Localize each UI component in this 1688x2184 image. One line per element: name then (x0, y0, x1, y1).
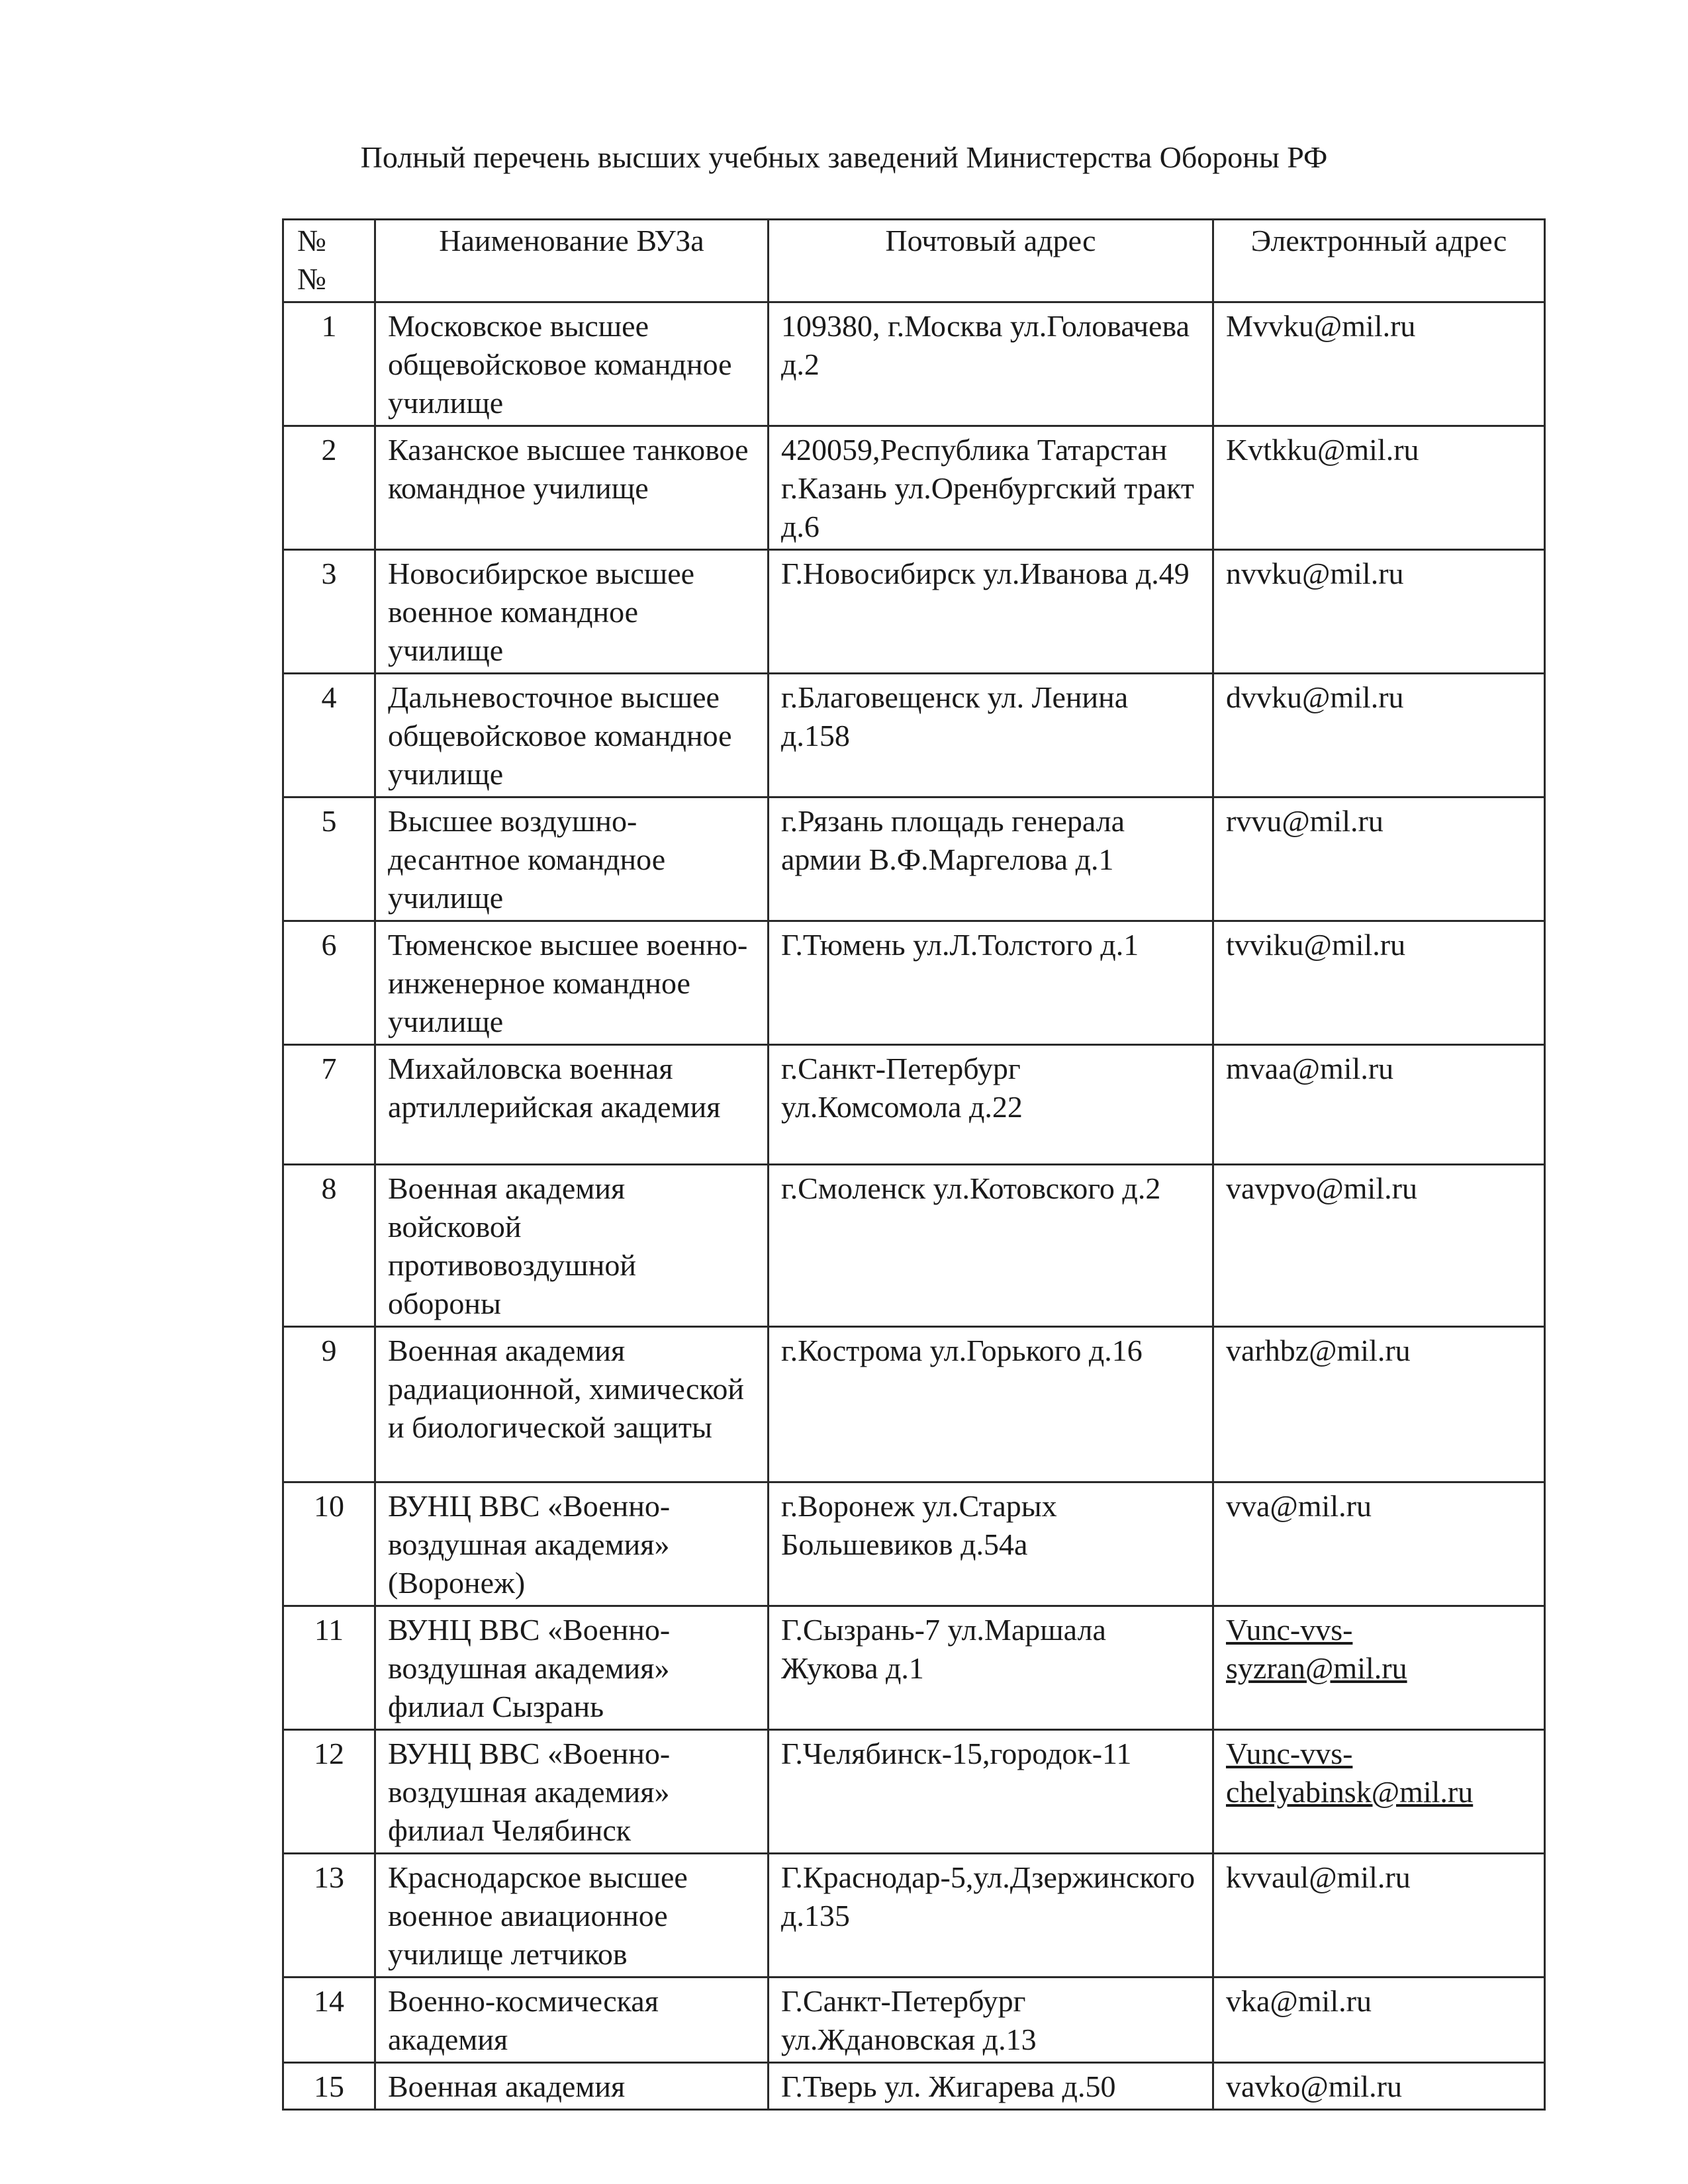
row-email: rvvu@mil.ru (1213, 797, 1545, 921)
row-email: nvvku@mil.ru (1213, 550, 1545, 674)
row-name: Военная академия радиационной, химической и биологической защиты (375, 1327, 769, 1482)
header-email: Электронный адрес (1213, 220, 1545, 302)
row-name: ВУНЦ ВВС «Военно-воздушная академия» (Воронеж) (375, 1482, 769, 1606)
row-email: tvviku@mil.ru (1213, 921, 1545, 1045)
table-row (283, 550, 1545, 674)
table-row (283, 426, 1545, 550)
row-name: Казанское высшее танковое командное училище (375, 426, 769, 550)
row-address: Г.Новосибирск ул.Иванова д.49 (769, 550, 1213, 674)
row-number: 4 (283, 674, 375, 797)
row-address: г.Санкт-Петербург ул.Комсомола д.22 (769, 1045, 1213, 1165)
table-row (283, 1045, 1545, 1165)
row-address: г.Благовещенск ул. Ленина д.158 (769, 674, 1213, 797)
row-number: 12 (283, 1730, 375, 1854)
header-name: Наименование ВУЗа (375, 220, 769, 302)
universities-table (282, 218, 1546, 2111)
row-address: Г.Тверь ул. Жигарева д.50 (769, 2063, 1213, 2110)
row-name: Высшее воздушно-десантное командное училище (375, 797, 769, 921)
row-address: г.Воронеж ул.Старых Большевиков д.54а (769, 1482, 1213, 1606)
row-address: Г.Краснодар-5,ул.Дзержинского д.135 (769, 1854, 1213, 1978)
row-name: Военная академия (375, 2063, 769, 2110)
row-number: 5 (283, 797, 375, 921)
row-number: 15 (283, 2063, 375, 2110)
table-row (283, 1854, 1545, 1978)
row-number: 2 (283, 426, 375, 550)
row-address: Г.Тюмень ул.Л.Толстого д.1 (769, 921, 1213, 1045)
row-email: vva@mil.ru (1213, 1482, 1545, 1606)
page-title: Полный перечень высших учебных заведений Министерства Обороны РФ (360, 140, 1328, 174)
row-number: 10 (283, 1482, 375, 1606)
row-number: 9 (283, 1327, 375, 1482)
row-number: 3 (283, 550, 375, 674)
table-row (283, 2063, 1545, 2110)
table-row (283, 921, 1545, 1045)
table-row (283, 1482, 1545, 1606)
table-row (283, 1327, 1545, 1482)
row-address: г.Смоленск ул.Котовского д.2 (769, 1165, 1213, 1327)
row-address: Г.Сызрань-7 ул.Маршала Жукова д.1 (769, 1606, 1213, 1730)
row-address: Г.Челябинск-15,городок-11 (769, 1730, 1213, 1854)
row-name: Новосибирское высшее военное командное училище (375, 550, 769, 674)
row-number: 13 (283, 1854, 375, 1978)
row-email: kvvaul@mil.ru (1213, 1854, 1545, 1978)
row-name: Московское высшее общевойсковое командное училище (375, 302, 769, 426)
table-row (283, 1978, 1545, 2063)
table-row (283, 302, 1545, 426)
table-header-row (283, 220, 1545, 302)
row-address: г.Кострома ул.Горького д.16 (769, 1327, 1213, 1482)
row-email: Mvvku@mil.ru (1213, 302, 1545, 426)
row-email: varhbz@mil.ru (1213, 1327, 1545, 1482)
row-number: 8 (283, 1165, 375, 1327)
table-row (283, 1165, 1545, 1327)
table-row (283, 674, 1545, 797)
row-address: 109380, г.Москва ул.Головачева д.2 (769, 302, 1213, 426)
row-address: 420059,Республика Татарстан г.Казань ул.Оренбургский тракт д.6 (769, 426, 1213, 550)
email-link[interactable]: Vunc-vvs-chelyabinsk@mil.ru (1226, 1737, 1474, 1809)
row-email: dvvku@mil.ru (1213, 674, 1545, 797)
row-email: Kvtkku@mil.ru (1213, 426, 1545, 550)
row-number: 7 (283, 1045, 375, 1165)
row-email (1213, 1730, 1545, 1854)
row-email: vka@mil.ru (1213, 1978, 1545, 2063)
row-number: 1 (283, 302, 375, 426)
row-name: Дальневосточное высшее общевойсковое командное училище (375, 674, 769, 797)
email-link[interactable]: Vunc-vvs-syzran@mil.ru (1226, 1613, 1407, 1685)
header-number: № № (283, 220, 375, 302)
row-name: ВУНЦ ВВС «Военно-воздушная академия» филиал Сызрань (375, 1606, 769, 1730)
row-email: mvaa@mil.ru (1213, 1045, 1545, 1165)
row-address: г.Рязань площадь генерала армии В.Ф.Маргелова д.1 (769, 797, 1213, 921)
table-row (283, 1730, 1545, 1854)
row-address: Г.Санкт-Петербург ул.Ждановская д.13 (769, 1978, 1213, 2063)
row-email (1213, 1606, 1545, 1730)
table-row (283, 797, 1545, 921)
row-name: Военная академия войсковой противовоздушной обороны (375, 1165, 769, 1327)
row-number: 14 (283, 1978, 375, 2063)
row-name: Краснодарское высшее военное авиационное училище летчиков (375, 1854, 769, 1978)
row-name: Тюменское высшее военно-инженерное командное училище (375, 921, 769, 1045)
row-number: 11 (283, 1606, 375, 1730)
row-name: Военно-космическая академия (375, 1978, 769, 2063)
row-number: 6 (283, 921, 375, 1045)
table-row (283, 1606, 1545, 1730)
table-container (282, 218, 1519, 2111)
row-name: Михайловска военная артиллерийская академия (375, 1045, 769, 1165)
header-address: Почтовый адрес (769, 220, 1213, 302)
row-email: vavko@mil.ru (1213, 2063, 1545, 2110)
row-name: ВУНЦ ВВС «Военно-воздушная академия» филиал Челябинск (375, 1730, 769, 1854)
row-email: vavpvo@mil.ru (1213, 1165, 1545, 1327)
